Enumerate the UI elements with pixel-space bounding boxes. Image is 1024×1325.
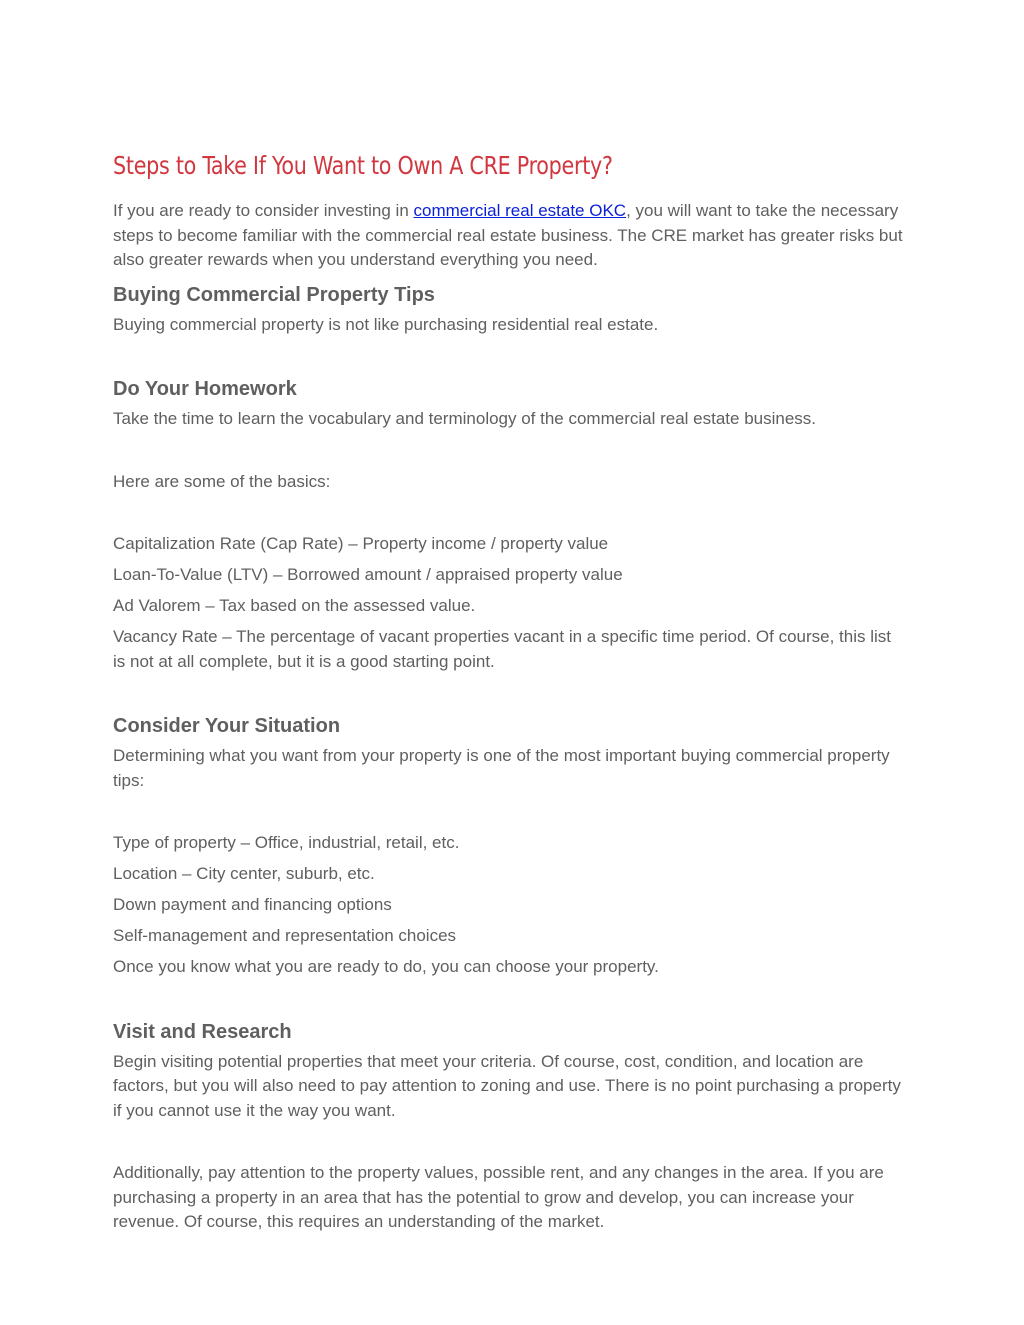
document-page [113, 148, 903, 1235]
visit-paragraph: Additionally, pay attention to the property values, possible rent, and any changes in the area. If you are purchasing a property in an area that has the potential to grow and develop, you can increase your revenue. Of course, this requires an understanding of the market. [113, 1163, 884, 1231]
page-title: Steps to Take If You Want to Own A CRE Property? [113, 151, 613, 180]
situation-text: Determining what you want from your property is one of the most important buying commercial property tips: [113, 746, 890, 790]
intro-text-before-link: If you are ready to consider investing in [113, 201, 414, 220]
buying-tips-text: Buying commercial property is not like purchasing residential real estate. [113, 314, 659, 334]
situation-heading: Consider Your Situation [113, 715, 341, 737]
basics-item: Loan-To-Value (LTV) – Borrowed amount / appraised property value [113, 565, 623, 584]
situation-item: Type of property – Office, industrial, retail, etc. [113, 833, 460, 852]
homework-text: Take the time to learn the vocabulary and terminology of the commercial real estate business. [113, 409, 817, 428]
commercial-real-estate-okc-link[interactable]: commercial real estate OKC [413, 201, 627, 220]
intro-text-after-link: , you will want to take the necessary steps to become familiar with the commercial real estate business. The CRE market has greater risks but also greater rewards when you understand everything you need. [113, 201, 903, 269]
basics-item: Capitalization Rate (Cap Rate) – Property income / property value [113, 534, 609, 553]
situation-item: Once you know what you are ready to do, you can choose your property. [113, 957, 659, 976]
basics-intro: Here are some of the basics: [113, 471, 331, 491]
intro-paragraph [113, 199, 903, 273]
buying-tips-heading: Buying Commercial Property Tips [113, 283, 435, 306]
homework-heading: Do Your Homework [113, 378, 297, 400]
visit-paragraph: Begin visiting potential properties that meet your criteria. Of course, cost, condition, and location are factors, but you will also need to pay attention to zoning and use. There is no point purchasing a property if you cannot use it the way you want. [113, 1051, 901, 1120]
basics-item: Vacancy Rate – The percentage of vacant properties vacant in a specific time period. Of course, this list is not at all complete, but it is a good starting point. [113, 627, 891, 671]
situation-item: Down payment and financing options [113, 895, 392, 914]
situation-item: Location – City center, suburb, etc. [113, 864, 375, 883]
basics-item: Ad Valorem – Tax based on the assessed value. [113, 596, 476, 615]
situation-item: Self-management and representation choices [113, 926, 457, 945]
visit-heading: Visit and Research [113, 1020, 292, 1043]
